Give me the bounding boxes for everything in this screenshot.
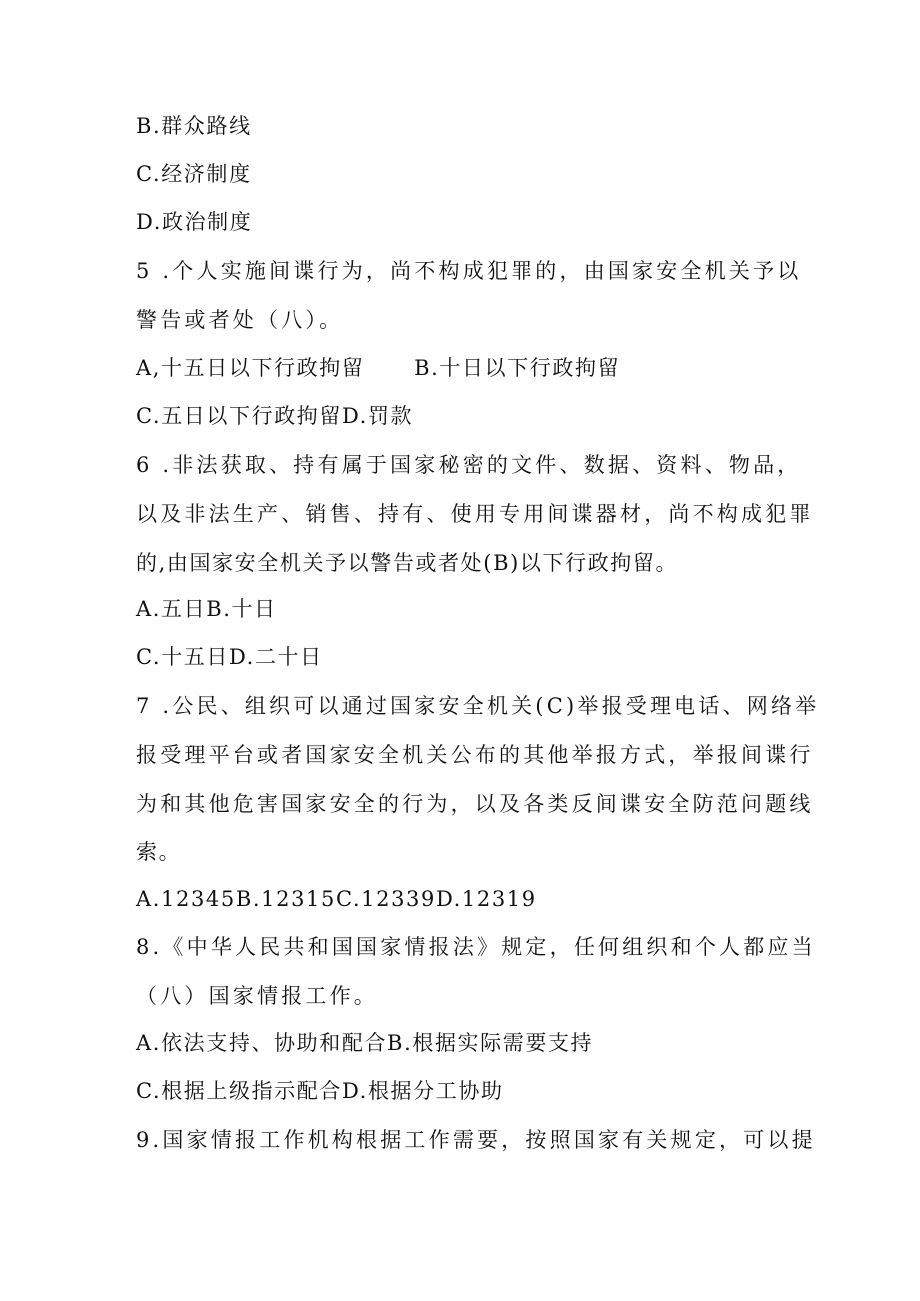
question-8-options-ab: A.依法支持、协助和配合B.根据实际需要支持	[136, 1031, 594, 1055]
question-5-line-2: 警告或者处（八）。	[136, 308, 344, 332]
question-8-line-2: （八）国家情报工作。	[136, 984, 378, 1008]
question-7-line-3: 为和其他危害国家安全的行为，以及各类反间谍安全防范问题线	[136, 792, 814, 816]
question-8-line-1: 8.《中华人民共和国国家情报法》规定，任何组织和个人都应当	[136, 935, 816, 959]
option-c-economic-system: C.经济制度	[136, 162, 252, 186]
question-5-options-ab: A,十五日以下行政拘留 B.十日以下行政拘留	[136, 356, 621, 380]
question-7-line-4: 索。	[136, 840, 182, 864]
question-6-line-2: 以及非法生产、销售、持有、使用专用间谍器材，尚不构成犯罪	[136, 502, 814, 526]
question-5-options-cd: C.五日以下行政拘留D.罚款	[136, 404, 414, 428]
question-5-line-1: 5 .个人实施间谍行为，尚不构成犯罪的，由国家安全机关予以	[136, 259, 802, 283]
question-6-options-ab: A.五日B.十日	[136, 597, 277, 621]
question-7-line-1: 7 .公民、组织可以通过国家安全机关(C)举报受理电话、网络举	[136, 694, 820, 718]
question-8-options-cd: C.根据上级指示配合D.根据分工协助	[136, 1079, 504, 1103]
question-6-line-3: 的,由国家安全机关予以警告或者处(B)以下行政拘留。	[136, 551, 679, 575]
question-7-options: A.12345B.12315C.12339D.12319	[136, 887, 537, 911]
question-6-options-cd: C.十五日D.二十日	[136, 645, 323, 669]
option-b-mass-line: B.群众路线	[136, 114, 252, 138]
option-d-political-system: D.政治制度	[136, 210, 253, 234]
question-6-line-1: 6 .非法获取、持有属于国家秘密的文件、数据、资料、物品，	[136, 453, 802, 477]
question-9-line-1: 9.国家情报工作机构根据工作需要，按照国家有关规定，可以提	[136, 1128, 816, 1152]
question-7-line-2: 报受理平台或者国家安全机关公布的其他举报方式，举报间谍行	[136, 743, 814, 767]
